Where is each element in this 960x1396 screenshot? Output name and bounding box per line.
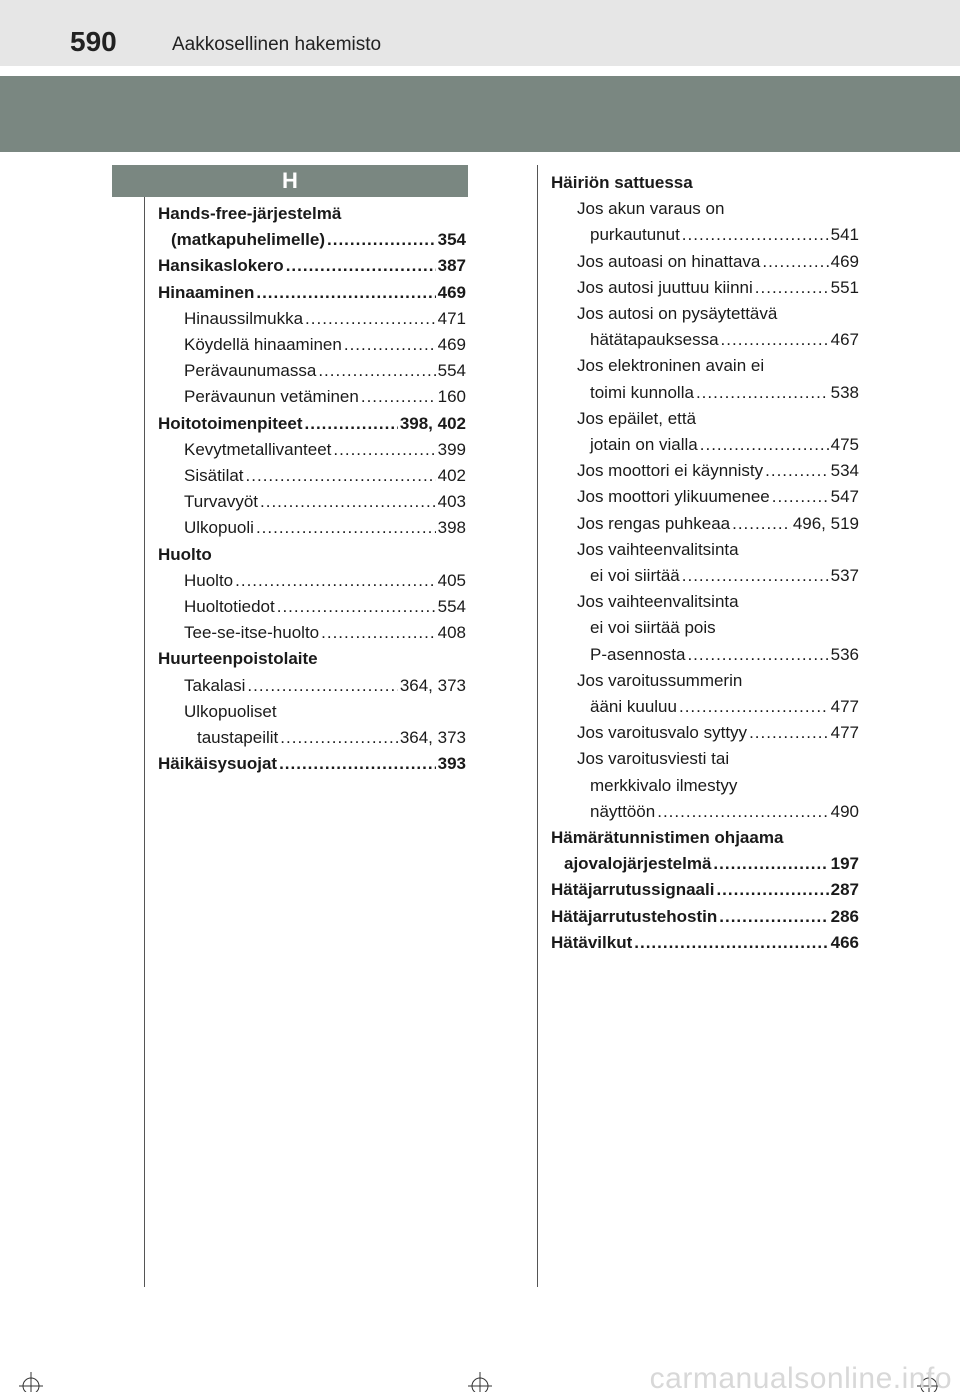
index-entry xyxy=(158,306,466,332)
dot-leader xyxy=(765,458,828,484)
index-column-right xyxy=(551,170,859,956)
page-reference: 405 xyxy=(437,570,466,590)
index-entry xyxy=(551,511,859,537)
index-entry xyxy=(158,280,466,306)
dot-leader xyxy=(260,489,436,515)
index-entry xyxy=(158,620,466,646)
column-rule-left xyxy=(144,197,145,1287)
dot-leader xyxy=(762,249,828,275)
entry-text: Huolto xyxy=(184,570,234,590)
dot-leader xyxy=(318,358,435,384)
index-entry xyxy=(551,432,859,458)
index-entry xyxy=(551,327,859,353)
dot-leader xyxy=(235,568,435,594)
entry-text: Sisätilat xyxy=(184,466,244,486)
dot-leader xyxy=(286,253,436,279)
index-entry xyxy=(158,463,466,489)
dot-leader xyxy=(679,694,829,720)
page-reference: 471 xyxy=(437,308,466,328)
page-reference: 399 xyxy=(437,439,466,459)
page-reference: 287 xyxy=(830,880,859,900)
page-reference: 402 xyxy=(437,466,466,486)
dot-leader xyxy=(700,432,829,458)
index-entry xyxy=(158,542,466,568)
dot-leader xyxy=(719,904,828,930)
index-entry xyxy=(551,406,859,432)
index-entry xyxy=(158,646,466,672)
dot-leader xyxy=(772,484,829,510)
index-entry xyxy=(551,589,859,615)
index-entry xyxy=(158,699,466,725)
entry-text: Tee-se-itse-huolto xyxy=(184,623,320,643)
page-reference: 364, 373 xyxy=(399,728,466,748)
entry-text: Hätäjarrutussignaali xyxy=(551,880,715,900)
page-reference: 554 xyxy=(437,361,466,381)
page-reference: 469 xyxy=(437,282,466,302)
index-entry xyxy=(551,851,859,877)
page-reference: 286 xyxy=(830,906,859,926)
entry-text: Jos moottori ylikuumenee xyxy=(577,487,770,507)
entry-text: Huolto xyxy=(158,544,212,564)
dot-leader xyxy=(696,380,829,406)
page-reference: 354 xyxy=(437,230,466,250)
entry-text: Häiriön sattuessa xyxy=(551,173,693,192)
page-reference: 477 xyxy=(830,723,859,743)
dot-leader xyxy=(247,673,397,699)
entry-text: Kevytmetallivanteet xyxy=(184,439,332,459)
page-reference: 534 xyxy=(830,461,859,481)
index-entry xyxy=(158,227,466,253)
dot-leader xyxy=(321,620,436,646)
index-entry xyxy=(551,196,859,222)
index-entry xyxy=(158,384,466,410)
watermark: carmanualsonline.info xyxy=(649,1362,952,1395)
dot-leader xyxy=(634,930,828,956)
dot-leader xyxy=(256,515,436,541)
index-entry xyxy=(551,537,859,563)
entry-text: Hands-free-järjestelmä xyxy=(158,204,342,223)
dot-leader xyxy=(305,411,398,437)
entry-text: Hinaaminen xyxy=(158,282,255,302)
entry-text: Perävaunumassa xyxy=(184,361,317,381)
entry-text: Jos autosi juuttuu kiinni xyxy=(577,277,753,297)
page-reference: 538 xyxy=(830,382,859,402)
index-entry xyxy=(551,720,859,746)
dot-leader xyxy=(716,877,828,903)
index-entry xyxy=(551,380,859,406)
entry-text: Ulkopuoliset xyxy=(184,701,277,721)
index-entry xyxy=(158,358,466,384)
entry-text: P-asennosta xyxy=(590,644,686,664)
registration-mark-icon xyxy=(465,1362,495,1392)
entry-text: Jos epäilet, että xyxy=(577,408,697,428)
dot-leader xyxy=(687,642,828,668)
dot-leader xyxy=(682,563,829,589)
page-reference: 490 xyxy=(830,801,859,821)
index-entry xyxy=(158,437,466,463)
dot-leader xyxy=(280,725,398,751)
page-reference: 541 xyxy=(830,225,859,245)
index-entry xyxy=(551,642,859,668)
section-letter-header: H xyxy=(112,165,468,197)
page-reference: 469 xyxy=(437,335,466,355)
entry-text: toimi kunnolla xyxy=(590,382,694,402)
page-number: 590 xyxy=(70,26,117,57)
index-entry xyxy=(551,170,859,196)
entry-text: ääni kuuluu xyxy=(590,697,677,717)
entry-text: ei voi siirtää xyxy=(590,566,680,586)
index-entry xyxy=(551,458,859,484)
page-reference: 393 xyxy=(437,754,466,774)
decorative-band xyxy=(0,76,960,152)
index-entry xyxy=(551,275,859,301)
dot-leader xyxy=(657,799,828,825)
dot-leader xyxy=(256,280,435,306)
entry-text: Hämärätunnistimen ohjaama xyxy=(551,828,784,848)
dot-leader xyxy=(732,511,791,537)
index-entry xyxy=(551,353,859,379)
page-reference: 551 xyxy=(830,277,859,297)
page-reference: 398, 402 xyxy=(399,413,466,433)
page-reference: 475 xyxy=(830,435,859,455)
page-reference: 160 xyxy=(437,387,466,407)
entry-text: Jos rengas puhkeaa xyxy=(577,513,731,533)
index-entry xyxy=(551,222,859,248)
entry-text: Perävaunun vetäminen xyxy=(184,387,359,407)
entry-text: Köydellä hinaaminen xyxy=(184,335,342,355)
page-reference: 554 xyxy=(437,597,466,617)
entry-text: Jos vaihteenvalitsinta xyxy=(577,592,739,612)
index-entry xyxy=(551,773,859,799)
entry-text: purkautunut xyxy=(590,225,680,245)
entry-text: Jos moottori ei käynnisty xyxy=(577,461,764,481)
index-entry xyxy=(158,751,466,777)
page-reference: 537 xyxy=(830,566,859,586)
dot-leader xyxy=(713,851,828,877)
index-entry xyxy=(158,253,466,279)
dot-leader xyxy=(279,751,436,777)
entry-text: taustapeilit xyxy=(197,728,279,748)
entry-text: merkkivalo ilmestyy xyxy=(590,775,738,795)
entry-text: Hansikaslokero xyxy=(158,256,284,276)
entry-text: (matkapuhelimelle) xyxy=(171,230,325,250)
entry-text: jotain on vialla xyxy=(590,435,698,455)
index-entry xyxy=(158,489,466,515)
running-title: Aakkosellinen hakemisto xyxy=(172,34,382,55)
page-reference: 536 xyxy=(830,644,859,664)
index-entry xyxy=(551,615,859,641)
page-reference: 469 xyxy=(830,251,859,271)
entry-text: Jos akun varaus on xyxy=(577,199,725,219)
page-reference: 364, 373 xyxy=(399,675,466,695)
entry-text: näyttöön xyxy=(590,801,656,821)
column-rule-right xyxy=(537,165,538,1287)
page-reference: 467 xyxy=(830,330,859,350)
page-reference: 408 xyxy=(437,623,466,643)
index-entry xyxy=(158,332,466,358)
dot-leader xyxy=(277,594,436,620)
entry-text: Häikäisysuojat xyxy=(158,754,278,774)
dot-leader xyxy=(682,222,829,248)
page-reference: 477 xyxy=(830,697,859,717)
index-entry xyxy=(551,904,859,930)
entry-text: Hoitotoimenpiteet xyxy=(158,413,303,433)
index-entry xyxy=(158,673,466,699)
index-entry xyxy=(551,563,859,589)
entry-text: Jos vaihteenvalitsinta xyxy=(577,539,739,559)
index-entry xyxy=(158,594,466,620)
page-reference: 398 xyxy=(437,518,466,538)
entry-text: Jos autoasi on hinattava xyxy=(577,251,761,271)
dot-leader xyxy=(749,720,829,746)
index-entry xyxy=(551,301,859,327)
page-reference: 547 xyxy=(830,487,859,507)
page-reference: 403 xyxy=(437,492,466,512)
entry-text: Jos autosi on pysäytettävä xyxy=(577,304,778,324)
dot-leader xyxy=(246,463,436,489)
index-entry xyxy=(158,201,466,227)
entry-text: Turvavyöt xyxy=(184,492,259,512)
dot-leader xyxy=(327,227,436,253)
entry-text: Jos elektroninen avain ei xyxy=(577,356,765,376)
index-column-left xyxy=(158,201,466,777)
index-entry xyxy=(551,668,859,694)
index-entry xyxy=(551,249,859,275)
page-reference: 466 xyxy=(830,932,859,952)
index-entry xyxy=(158,568,466,594)
entry-text: ei voi siirtää pois xyxy=(590,618,716,638)
page-reference: 387 xyxy=(437,256,466,276)
index-entry xyxy=(551,484,859,510)
index-entry xyxy=(551,930,859,956)
index-entry xyxy=(551,799,859,825)
dot-leader xyxy=(721,327,829,353)
index-entry xyxy=(158,515,466,541)
entry-text: ajovalojärjestelmä xyxy=(564,854,712,874)
page-reference: 197 xyxy=(830,854,859,874)
dot-leader xyxy=(305,306,436,332)
dot-leader xyxy=(344,332,436,358)
index-entry xyxy=(551,877,859,903)
index-entry xyxy=(158,411,466,437)
page-reference: 496, 519 xyxy=(792,513,859,533)
entry-text: Jos varoitusvalo syttyy xyxy=(577,723,748,743)
entry-text: Jos varoitussummerin xyxy=(577,670,743,690)
dot-leader xyxy=(361,384,436,410)
entry-text: Hätävilkut xyxy=(551,932,633,952)
index-entry xyxy=(551,694,859,720)
header-strip xyxy=(0,0,960,66)
index-entry xyxy=(551,746,859,772)
index-entry xyxy=(158,725,466,751)
entry-text: Hätäjarrutustehostin xyxy=(551,906,718,926)
entry-text: Jos varoitusviesti tai xyxy=(577,749,730,769)
entry-text: Huurteenpoistolaite xyxy=(158,649,318,669)
entry-text: hätätapauksessa xyxy=(590,330,719,350)
entry-text: Hinaussilmukka xyxy=(184,308,304,328)
entry-text: Huoltotiedot xyxy=(184,597,275,617)
entry-text: Ulkopuoli xyxy=(184,518,254,538)
dot-leader xyxy=(333,437,435,463)
entry-text: Takalasi xyxy=(184,675,246,695)
dot-leader xyxy=(755,275,829,301)
index-entry xyxy=(551,825,859,851)
registration-mark-icon xyxy=(16,1362,46,1392)
